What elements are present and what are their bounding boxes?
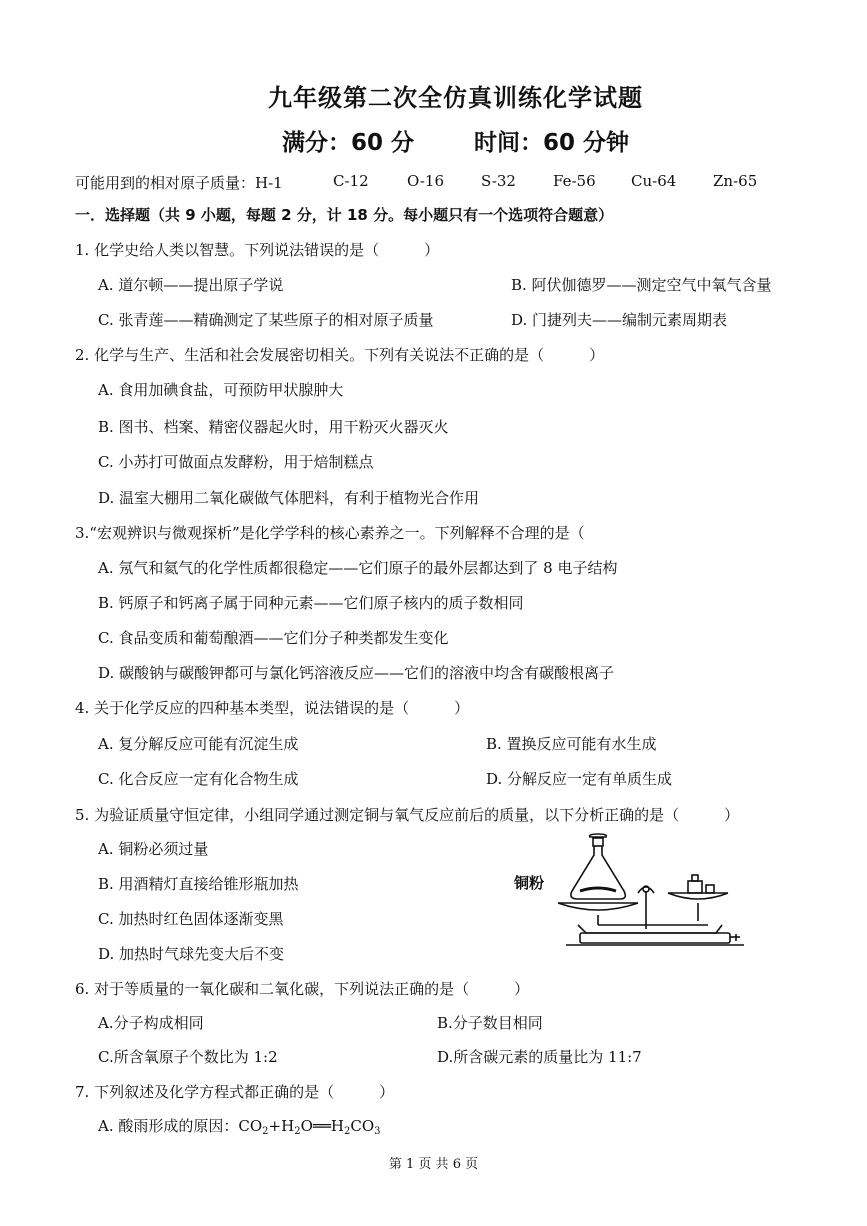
question-6-option-d[interactable]: D.所含碳元素的质量比为 11:7	[437, 1048, 642, 1066]
atomic-mass-o: O-16	[407, 172, 445, 190]
question-2-option-a[interactable]: A. 食用加碘食盐，可预防甲状腺肿大	[98, 381, 344, 399]
chemical-equation	[238, 1117, 380, 1135]
question-4-option-a[interactable]: A. 复分解反应可能有沉淀生成	[98, 735, 299, 753]
question-4-option-c[interactable]: C. 化合反应一定有化合物生成	[98, 770, 299, 788]
question-5-option-c[interactable]: C. 加热时红色固体逐渐变黑	[98, 910, 284, 928]
question-1-option-a[interactable]: A. 道尔顿——提出原子学说	[98, 276, 284, 294]
question-1-stem: 1. 化学史给人类以智慧。下列说法错误的是（ ）	[75, 241, 440, 259]
eq-subscript: 2	[344, 1126, 351, 1137]
question-1-option-b[interactable]: B. 阿伏伽德罗——测定空气中氧气含量	[511, 276, 772, 294]
eq-subscript: 3	[374, 1126, 381, 1137]
question-2-stem: 2. 化学与生产、生活和社会发展密切相关。下列有关说法不正确的是（ ）	[75, 346, 605, 364]
copper-powder-label: 铜粉	[514, 874, 545, 892]
question-2-option-b[interactable]: B. 图书、档案、精密仪器起火时，用干粉灭火器灭火	[98, 418, 449, 436]
question-3-option-b[interactable]: B. 钙原子和钙离子属于同种元素——它们原子核内的质子数相同	[98, 594, 524, 612]
question-6-stem: 6. 对于等质量的一氧化碳和二氧化碳，下列说法正确的是（ ）	[75, 980, 530, 998]
eq-subscript: 2	[262, 1126, 269, 1137]
atomic-mass-s: S-32	[481, 172, 516, 190]
atomic-mass-label: 可能用到的相对原子质量：H-1	[75, 174, 283, 192]
eq-part: CO	[238, 1117, 263, 1135]
question-5-option-d[interactable]: D. 加热时气球先变大后不变	[98, 945, 285, 963]
atomic-mass-zn: Zn-65	[713, 172, 758, 190]
exam-time: 时间：60 分钟	[474, 130, 630, 156]
question-6-option-b[interactable]: B.分子数目相同	[437, 1014, 543, 1032]
question-1-option-d[interactable]: D. 门捷列夫——编制元素周期表	[511, 311, 728, 329]
question-1-option-c[interactable]: C. 张青莲——精确测定了某些原子的相对原子质量	[98, 311, 434, 329]
exam-meta	[0, 124, 867, 157]
question-6-option-a[interactable]: A.分子构成相同	[98, 1014, 204, 1032]
question-3-option-a[interactable]: A. 氖气和氦气的化学性质都很稳定——它们原子的最外层都达到了 8 电子结构	[98, 559, 618, 577]
eq-part: O══H	[300, 1117, 345, 1135]
atomic-mass-cu: Cu-64	[631, 172, 677, 190]
question-2-option-d[interactable]: D. 温室大棚用二氧化碳做气体肥料，有利于植物光合作用	[98, 489, 480, 507]
question-6-option-c[interactable]: C.所含氧原子个数比为 1:2	[98, 1048, 278, 1066]
balloon-shape	[590, 834, 607, 837]
question-3-option-d[interactable]: D. 碳酸钠与碳酸钾都可与氯化钙溶液反应——它们的溶液中均含有碳酸根离子	[98, 664, 615, 682]
question-3-stem: 3.“宏观辨识与微观探析”是化学学科的核心素养之一。下列解释不合理的是（	[75, 524, 585, 542]
page-footer: 第 1 页 共 6 页	[388, 1157, 479, 1172]
eq-subscript: 2	[294, 1126, 301, 1137]
eq-part: CO	[350, 1117, 375, 1135]
question-5-stem: 5. 为验证质量守恒定律，小组同学通过测定铜与氧气反应前后的质量，以下分析正确的是（ ）	[75, 806, 740, 824]
question-4-option-d[interactable]: D. 分解反应一定有单质生成	[486, 770, 673, 788]
section-heading: 一．选择题（共 9 小题，每题 2 分，计 18 分。每小题只有一个选项符合题意）	[75, 206, 614, 224]
question-3-option-c[interactable]: C. 食品变质和葡萄酿酒——它们分子种类都发生变化	[98, 629, 449, 647]
question-7-option-a[interactable]	[98, 1117, 381, 1135]
question-5-option-b[interactable]: B. 用酒精灯直接给锥形瓶加热	[98, 875, 299, 893]
question-4-option-b[interactable]: B. 置换反应可能有水生成	[486, 735, 657, 753]
full-score: 满分：60 分	[281, 130, 414, 156]
question-2-option-c[interactable]: C. 小苏打可做面点发酵粉，用于焙制糕点	[98, 453, 374, 471]
atomic-mass-fe: Fe-56	[553, 172, 596, 190]
atomic-mass-c: C-12	[333, 172, 369, 190]
question-7-stem: 7. 下列叙述及化学方程式都正确的是（ ）	[75, 1083, 395, 1101]
flask-shape	[571, 846, 625, 899]
question-7-option-a-text: A. 酸雨形成的原因：	[98, 1117, 239, 1135]
eq-part: +H	[268, 1117, 295, 1135]
question-4-stem: 4. 关于化学反应的四种基本类型，说法错误的是（ ）	[75, 699, 470, 717]
exam-title: 九年级第二次全仿真训练化学试题	[268, 84, 643, 112]
question-5-option-a[interactable]: A. 铜粉必须过量	[98, 840, 209, 858]
